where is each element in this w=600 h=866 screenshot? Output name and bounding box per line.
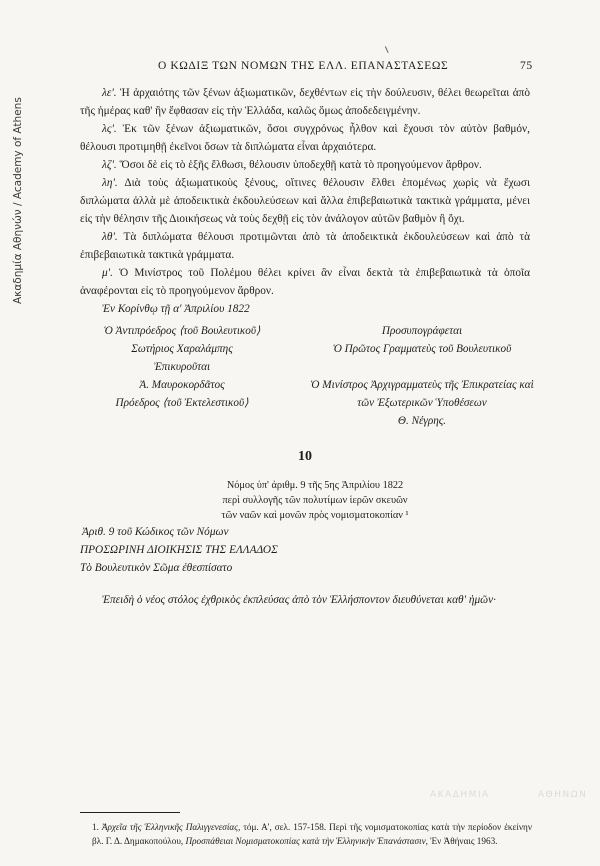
- article-paragraph: [80, 228, 530, 264]
- signature-line: Ἐπικυροῦται: [153, 361, 211, 373]
- footnote-text-end: , Ἐν Ἀθήναις 1963.: [425, 836, 498, 846]
- article-number: λς'.: [102, 123, 117, 135]
- article-paragraph: [80, 120, 530, 156]
- footnote-rule: [80, 812, 180, 813]
- signatures-left: [72, 322, 292, 412]
- margin-tick-mark: [385, 44, 393, 53]
- watermark-left-text: ΑΚΑΔΗΜΙΑ: [430, 790, 490, 800]
- article-text: Τὰ διπλώματα θέλουσι προτιμῶνται ἀπὸ τὰ ἀποδεικτικὰ ἐκδουλεύσεων καὶ ἀπὸ τὰ ἐπιβεβαιωτικὰ τακτικὰ γράμματα.: [80, 231, 531, 261]
- signature-block: [80, 322, 534, 430]
- article-text: Ὅσοι δὲ εἰς τὸ ἑξῆς ἔλθωσι, θέλουσιν ὑποδεχθῇ κατὰ τὸ προηγούμενον ἄρθρον.: [119, 159, 482, 171]
- page-number: 75: [520, 60, 533, 72]
- article-text: Ὁ Μινίστρος τοῦ Πολέμου θέλει κρίνει ἂν εἶναι δεκτὰ τὰ ἐπιβεβαιωτικὰ τὰ ὁποῖα ἀναφέρονται εἰς τὸ προηγούμενον ἄρθρον.: [80, 267, 530, 297]
- code-reference: Ἀριθ. 9 τοῦ Κώδικος τῶν Νόμων: [82, 526, 229, 538]
- law-opening-paragraph: Ἐπειδὴ ὁ νέος στόλος ἐχθρικὸς ἐκπλεύσας ἀπὸ τὸν Ἑλλήσποντον διευθύνεται καθ' ἡμῶν·: [102, 594, 496, 606]
- signature-line: Ὁ Μινίστρος Ἀρχιγραμματεὺς τῆς Ἐπικρατείας καὶ τῶν Ἐξωτερικῶν Ὑποθέσεων: [310, 379, 534, 409]
- signature-line: Θ. Νέγρης.: [397, 415, 447, 427]
- law-title: [80, 478, 530, 523]
- watermark-right-text: ΑΘΗΝΩΝ: [538, 790, 588, 800]
- article-text: Διὰ τοὺς ἀξιωματικοὺς ξένους, οἵτινες θέλουσιν ἔλθει ἑπομένως χωρὶς νὰ ἔχωσι διπλώματα ἀλλὰ μὲ ἀποδεικτικὰ ἐκδουλεύσεων καὶ ἄλλα ἐπιβεβαιωτικὰ τακτικὰ γράμματα, μένει εἰς τὴν θέλησιν τῆς Διοικήσεως νὰ τοὺς δεχθῇ εἰς τὸν ἀνάλογον αὐτῶν βαθμὸν ἢ ὄχι.: [80, 177, 530, 225]
- signature-line: Σωτήριος Χαραλάμπης: [131, 343, 233, 355]
- signature-spacer: [302, 358, 542, 376]
- government-heading: ΠΡΟΣΩΡΙΝΗ ΔΙΟΙΚΗΣΙΣ ΤΗΣ ΕΛΛΑΔΟΣ: [80, 544, 278, 556]
- signature-line: Ἀ. Μαυροκορδᾶτος: [139, 379, 225, 391]
- footnote-book-title: Προσπάθειαι Νομισματοκοπίας κατὰ τὴν Ἑλληνικὴν Ἐπανάστασιν: [185, 836, 426, 846]
- signatures-right: [302, 322, 542, 430]
- date-line: Ἐν Κορίνθῳ τῇ α' Ἀπριλίου 1822: [102, 303, 250, 315]
- law-title-line: τῶν ναῶν καὶ μονῶν πρὸς νομισματοκοπίαν ¹: [221, 510, 409, 521]
- signature-line: Ὁ Ἀντιπρόεδρος ⟨τοῦ Βουλευτικοῦ⟩: [103, 325, 261, 337]
- signature-line: Προσυπογράφεται: [381, 325, 463, 337]
- running-head-title: Ο ΚΩΔΙΞ ΤΩΝ ΝΟΜΩΝ ΤΗΣ ΕΛΛ. ΕΠΑΝΑΣΤΑΣΕΩΣ: [158, 60, 449, 72]
- article-paragraph: [80, 84, 530, 120]
- article-number: λθ'.: [102, 231, 118, 243]
- article-number: λε'.: [102, 87, 117, 99]
- article-number: λη'.: [102, 177, 118, 189]
- law-title-line: Νόμος ὑπ' ἀριθμ. 9 τῆς 5ης Ἀπριλίου 1822: [226, 480, 404, 491]
- article-paragraph: [80, 174, 530, 228]
- law-number: 10: [298, 449, 312, 464]
- footnote-marker: 1.: [92, 822, 102, 832]
- article-paragraph: [80, 156, 530, 174]
- article-text: Ἐκ τῶν ξένων ἀξιωματικῶν, ὅσοι συγχρόνως ἦλθον καὶ ἔχουσι τὸν αὐτὸν βαθμόν, θέλουσι προτιμηθῇ ἐκεῖνοι ὅσων τὰ διπλώματα εἶναι ἀρχαιότερα.: [80, 123, 530, 153]
- signature-line: Πρόεδρος ⟨τοῦ Ἐκτελεστικοῦ⟩: [115, 397, 249, 409]
- article-paragraph: [80, 264, 530, 300]
- archive-sidebar-label: Ακαδημία Αθηνών / Academy of Athens: [12, 97, 24, 304]
- law-title-line: περὶ συλλογῆς τῶν πολυτίμων ἱερῶν σκευῶν: [222, 495, 408, 506]
- main-text: [80, 84, 534, 609]
- article-text: Ἡ ἀρχαιότης τῶν ξένων ἀξιωματικῶν, δεχθέντων εἰς τὴν δούλευσιν, θέλει θεωρεῖται ἀπὸ τῆς ἡμέρας καθ' ἣν ἔφθασαν εἰς τὴν Ἑλλάδα, καλῶς ὅμως ἀποδεδειγμένην.: [80, 87, 530, 117]
- running-head: [0, 60, 600, 76]
- footnote-title: Ἀρχεῖα τῆς Ἑλληνικῆς Παλιγγενεσίας: [101, 822, 238, 832]
- article-number: λζ'.: [102, 159, 117, 171]
- signature-line: Ὁ Πρῶτος Γραμματεὺς τοῦ Βουλευτικοῦ: [332, 343, 512, 355]
- article-number: μ'.: [102, 267, 113, 279]
- footnote-text: , τόμ. Α', σελ. 157-158. Περὶ τῆς νομισματοκοπίας κατὰ τὴν περίοδον ἐκείνην βλ. Γ. Δ. Δημακοπούλου,: [92, 822, 533, 846]
- academy-watermark: [430, 770, 588, 830]
- enactment-line: Τὸ Βουλευτικὸν Σῶμα ἐθεσπίσατο: [80, 562, 233, 574]
